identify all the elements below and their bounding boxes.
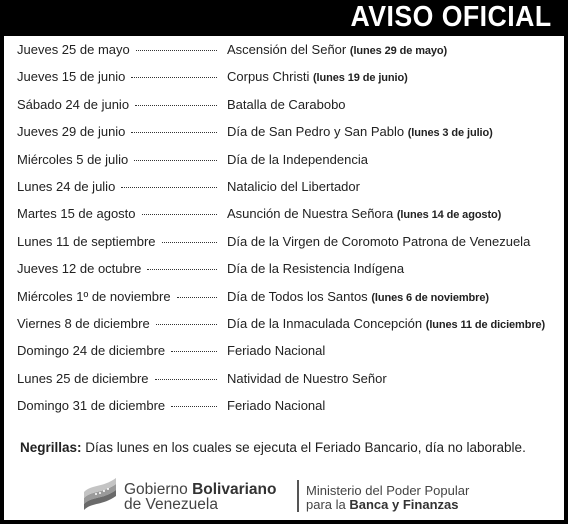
- holiday-event-name: Día de San Pedro y San Pablo: [227, 124, 405, 140]
- holiday-row: [17, 228, 562, 255]
- holiday-row: [17, 392, 562, 419]
- holiday-date: Martes 15 de agosto: [17, 206, 136, 222]
- holiday-date: Sábado 24 de junio: [17, 96, 130, 112]
- footer-divider: [297, 480, 299, 512]
- holiday-row: [17, 365, 562, 392]
- holiday-event-name: Corpus Christi: [227, 69, 310, 85]
- dotted-leader: [121, 187, 217, 188]
- footnote: [20, 440, 526, 455]
- holiday-date: Domingo 31 de diciembre: [17, 398, 166, 414]
- dotted-leader: [131, 132, 217, 133]
- holiday-event-name: Ascensión del Señor: [227, 42, 347, 57]
- holiday-event: [227, 118, 493, 147]
- holiday-date: Domingo 24 de diciembre: [17, 343, 166, 359]
- holiday-event: [227, 91, 346, 118]
- holiday-row: [17, 283, 562, 310]
- holiday-date: Lunes 25 de diciembre: [17, 370, 149, 386]
- footer-logos: [82, 474, 502, 516]
- dotted-leader: [147, 269, 217, 270]
- holiday-event-name: Natalicio del Libertador: [227, 178, 360, 194]
- holiday-list: [17, 36, 562, 419]
- holiday-event: [227, 365, 387, 392]
- ministry-line2-bold: Banca y Finanzas: [349, 496, 459, 512]
- footnote-label: Negrillas:: [20, 440, 82, 455]
- dotted-leader: [134, 160, 217, 161]
- holiday-row: [17, 310, 562, 337]
- holiday-row: [17, 36, 562, 63]
- footnote-text: Días lunes en los cuales se ejecuta el Feriado Bancario, día no laborable.: [85, 440, 526, 455]
- holiday-date: Miércoles 5 de julio: [17, 151, 129, 167]
- bank-holiday-note: (lunes 6 de noviembre): [371, 291, 489, 304]
- dotted-leader: [136, 50, 217, 51]
- dotted-leader: [177, 297, 217, 298]
- holiday-row: [17, 146, 562, 173]
- holiday-event: [227, 283, 489, 312]
- gov-line1-regular: Gobierno: [124, 481, 188, 498]
- holiday-row: [17, 118, 562, 145]
- ministry-line2-regular: para la: [306, 496, 346, 512]
- holiday-row: [17, 255, 562, 282]
- holiday-date: Viernes 8 de diciembre: [17, 315, 150, 331]
- holiday-event-name: Batalla de Carabobo: [227, 96, 346, 112]
- holiday-event: [227, 200, 501, 229]
- holiday-row: [17, 200, 562, 227]
- holiday-event: [227, 228, 530, 255]
- dotted-leader: [135, 105, 217, 106]
- dotted-leader: [162, 242, 217, 243]
- holiday-event: [227, 36, 447, 65]
- gov-line1-bold: Bolivariano: [192, 481, 277, 498]
- bank-holiday-note: (lunes 29 de mayo): [349, 45, 448, 57]
- holiday-date: Jueves 15 de junio: [17, 69, 126, 85]
- holiday-event: [227, 173, 360, 200]
- holiday-event: [227, 392, 325, 419]
- page-title: AVISO OFICIAL: [350, 1, 552, 33]
- dotted-leader: [131, 77, 217, 78]
- holiday-row: [17, 173, 562, 200]
- government-name: [124, 482, 277, 512]
- holiday-event: [227, 337, 325, 364]
- ministry-line1: Ministerio del Poder Popular: [306, 483, 470, 498]
- holiday-date: Jueves 25 de mayo: [17, 42, 130, 57]
- holiday-event-name: Feriado Nacional: [227, 398, 326, 414]
- bank-holiday-note: (lunes 11 de diciembre): [425, 318, 546, 331]
- holiday-event-name: Día de la Inmaculada Concepción: [227, 315, 423, 331]
- holiday-row: [17, 63, 562, 90]
- header-banner: [0, 0, 568, 36]
- holiday-row: [17, 91, 562, 118]
- dotted-leader: [171, 351, 217, 352]
- holiday-row: [17, 337, 562, 364]
- venezuela-flag-logo-icon: [82, 476, 118, 512]
- holiday-event: [227, 310, 545, 339]
- holiday-event-name: Día de la Resistencia Indígena: [227, 261, 405, 277]
- dotted-leader: [156, 324, 217, 325]
- holiday-event-name: Natividad de Nuestro Señor: [227, 370, 387, 386]
- ministry-name: [306, 484, 469, 511]
- dotted-leader: [142, 214, 217, 215]
- holiday-event: [227, 255, 404, 282]
- holiday-event-name: Feriado Nacional: [227, 343, 326, 359]
- holiday-event-name: Asunción de Nuestra Señora: [227, 206, 394, 222]
- holiday-date: Miércoles 1º de noviembre: [17, 288, 171, 304]
- bank-holiday-note: (lunes 14 de agosto): [396, 209, 502, 222]
- holiday-event-name: Día de la Independencia: [227, 151, 368, 167]
- holiday-date: Lunes 11 de septiembre: [17, 233, 156, 249]
- holiday-date: Jueves 12 de octubre: [17, 261, 142, 277]
- dotted-leader: [155, 379, 217, 380]
- holiday-event-name: Día de la Virgen de Coromoto Patrona de Venezuela: [227, 233, 531, 249]
- bank-holiday-note: (lunes 3 de julio): [407, 127, 493, 140]
- dotted-leader: [171, 406, 217, 407]
- holiday-event: [227, 146, 368, 173]
- bank-holiday-note: (lunes 19 de junio): [312, 72, 408, 85]
- gov-line2: de Venezuela: [124, 496, 218, 513]
- holiday-event: [227, 63, 408, 92]
- holiday-event-name: Día de Todos los Santos: [227, 288, 368, 304]
- holiday-date: Lunes 24 de julio: [17, 178, 116, 194]
- holiday-date: Jueves 29 de junio: [17, 124, 126, 140]
